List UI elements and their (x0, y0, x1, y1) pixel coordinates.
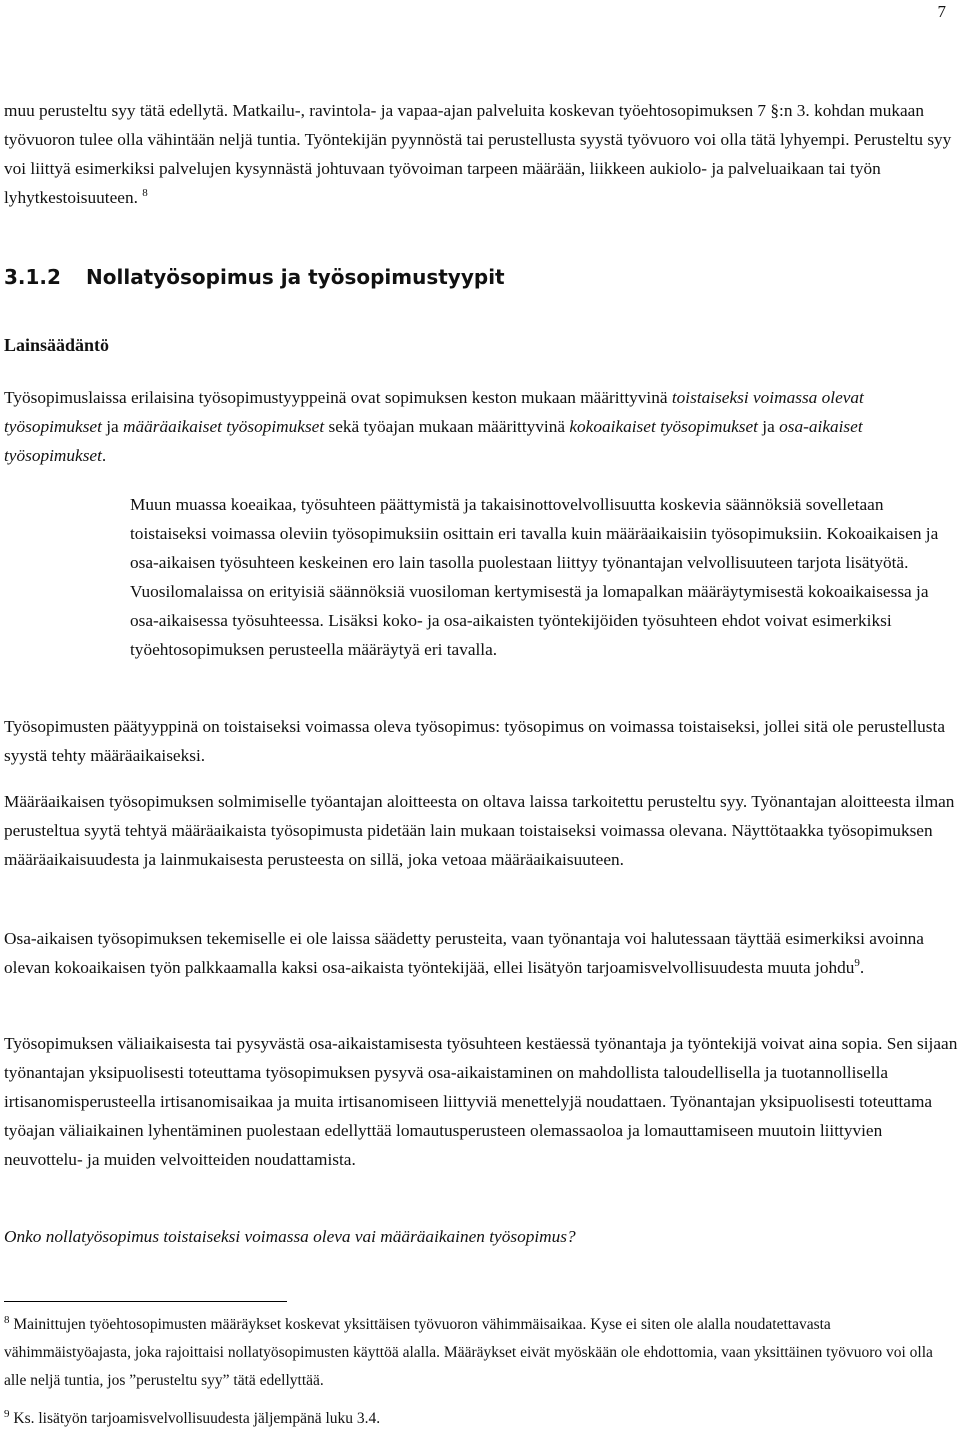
term-permanent-contracts: toistaiseksi voimassa olevat työsopimukset (4, 388, 864, 436)
section-number: 3.1.2 (4, 265, 61, 289)
text-fragment: Työsopimuslaissa erilaisina työsopimustyyppeinä ovat sopimuksen keston mukaan määrittyvinä (4, 388, 672, 407)
footnote-8 (4, 1311, 959, 1395)
paragraph-main-type: Työsopimusten päätyyppinä on toistaiseksi voimassa oleva työsopimus: työsopimus on voimassa toistaiseksi, jollei sitä ole perustellusta syystä tehty määräaikaiseksi. (4, 717, 946, 765)
text-fragment: ja (757, 417, 780, 436)
subheading-legislation: Lainsäädäntö (4, 335, 110, 355)
question-text: Onko nollatyösopimus toistaiseksi voimassa oleva vai määräaikainen työsopimus? (4, 1227, 576, 1246)
paragraph-intro (4, 96, 959, 212)
section-heading (4, 265, 505, 289)
question-line (4, 1222, 959, 1251)
text-fragment: sekä työajan mukaan määrittyvinä (324, 417, 570, 436)
footnote-9 (4, 1405, 959, 1433)
footnote-number: 8 (4, 1313, 10, 1326)
paragraph-fixed-term: Määräaikaisen työsopimuksen solmimiselle työantajan aloitteesta on oltava laissa tarkoitettu perusteltu syy. Työnantajan aloitteesta ilman perusteltua syytä tehtyä määräaikaista työsopimusta pidetään lain mukaan toistaiseksi voimassa olevana. Näyttötaakka työsopimuksen määräaikaisuudesta ja lainmukaisesta perusteesta on sillä, joka vetoaa määräaikaisuuteen. (4, 792, 955, 869)
footnote-number: 9 (4, 1407, 10, 1420)
section-title: Nollatyösopimus ja työsopimustyypit (86, 265, 505, 289)
term-part-time-contracts: osa-aikaiset työsopimukset (4, 417, 863, 465)
footnote-ref-9[interactable]: 9 (854, 957, 860, 970)
footnote-text: Mainittujen työehtosopimusten määräykset koskevat yksittäisen työvuoron vähimmäisaikaa. Kyse ei siten ole alalla noudatettavasta vähimmäistyöajasta, joka rajoittaisi nollatyösopimusten käyttöä alalla. Määräykset eivät myöskään ole ehdottomia, vaan yksittäinen työvuoro voi olla alle neljä tuntia, jos ”perusteltu syy” tätä edellyttää. (4, 1316, 933, 1389)
footnote-text: Ks. lisätyön tarjoamisvelvollisuudesta jäljempänä luku 3.4. (13, 1410, 381, 1427)
paragraph-part-time-text: Osa-aikaisen työsopimuksen tekemiselle ei ole laissa säädetty perusteita, vaan työnantaja voi halutessaan täyttää esimerkiksi avoinna olevan kokoaikaisen työn palkkaamalla kaksi osa-aikaista työntekijää, ellei lisätyön tarjoamisvelvollisuudesta muuta johdu (4, 929, 924, 977)
paragraph-contract-types (4, 383, 959, 470)
paragraph-part-time (4, 924, 959, 982)
page-number: 7 (937, 2, 946, 21)
text-fragment: . (101, 446, 107, 465)
text-fragment: . (859, 958, 865, 977)
term-fixed-term-contracts: määräaikaiset työsopimukset (123, 417, 325, 436)
footnote-divider (4, 1301, 287, 1302)
paragraph-intro-text: muu perusteltu syy tätä edellytä. Matkailu-, ravintola- ja vapaa-ajan palveluita koskevan työehtosopimuksen 7 §:n 3. kohdan mukaan työvuoron tulee olla vähintään neljä tuntia. Työntekijän pyynnöstä tai perustellusta syystä työvuoro voi olla tätä lyhyempi. Perusteltu syy voi liittyä esimerkiksi palvelujen kysynnästä johtuvaan työvoiman tarpeen määrään, liikkeen aukiolo- ja palveluaikaan tai työn lyhytkestoisuuteen. (4, 101, 952, 207)
paragraph-part-time-change: Työsopimuksen väliaikaisesta tai pysyvästä osa-aikaistamisesta työsuhteen kestäessä työnantaja ja työntekijä voivat aina sopia. Sen sijaan työnantajan yksipuolisesti toteuttama työsopimuksen pysyvä osa-aikaistaminen on mahdollista taloudellisella ja tuotannollisella irtisanomisperusteella irtisanomisaikaa ja muita irtisanomiseen liittyviä menettelyjä noudattaen. Työnantajan yksipuolisesti toteuttama työajan väliaikainen lyhentäminen puolestaan edellyttää lomautusperusteen olemassaoloa ja lomauttamiseen muutoin liittyvien neuvottelu- ja muiden velvoitteiden noudattamista. (4, 1034, 958, 1169)
term-full-time-contracts: kokoaikaiset työsopimukset (569, 417, 758, 436)
footnote-ref-8[interactable]: 8 (142, 187, 148, 200)
text-fragment: ja (101, 417, 124, 436)
paragraph-indented: Muun muassa koeaikaa, työsuhteen päättymistä ja takaisinottovelvollisuutta koskevia säännöksiä sovelletaan toistaiseksi voimassa oleviin työsopimuksiin osittain eri tavalla kuin määräaikaisiin työsopimuksiin. Kokoaikaisen ja osa-aikaisen työsuhteen keskeinen ero lain tasolla puolestaan liittyy työnantajan velvollisuuteen tarjota lisätyötä. Vuosilomalaissa on erityisiä säännöksiä vuosiloman kertymisestä ja lomapalkan määräytymisestä kokoaikaisessa ja osa-aikaisessa työsuhteessa. Lisäksi koko- ja osa-aikaisten työntekijöiden työsuhteen ehdot voivat esimerkiksi työehtosopimuksen perusteella määräytyä eri tavalla. (130, 495, 939, 659)
